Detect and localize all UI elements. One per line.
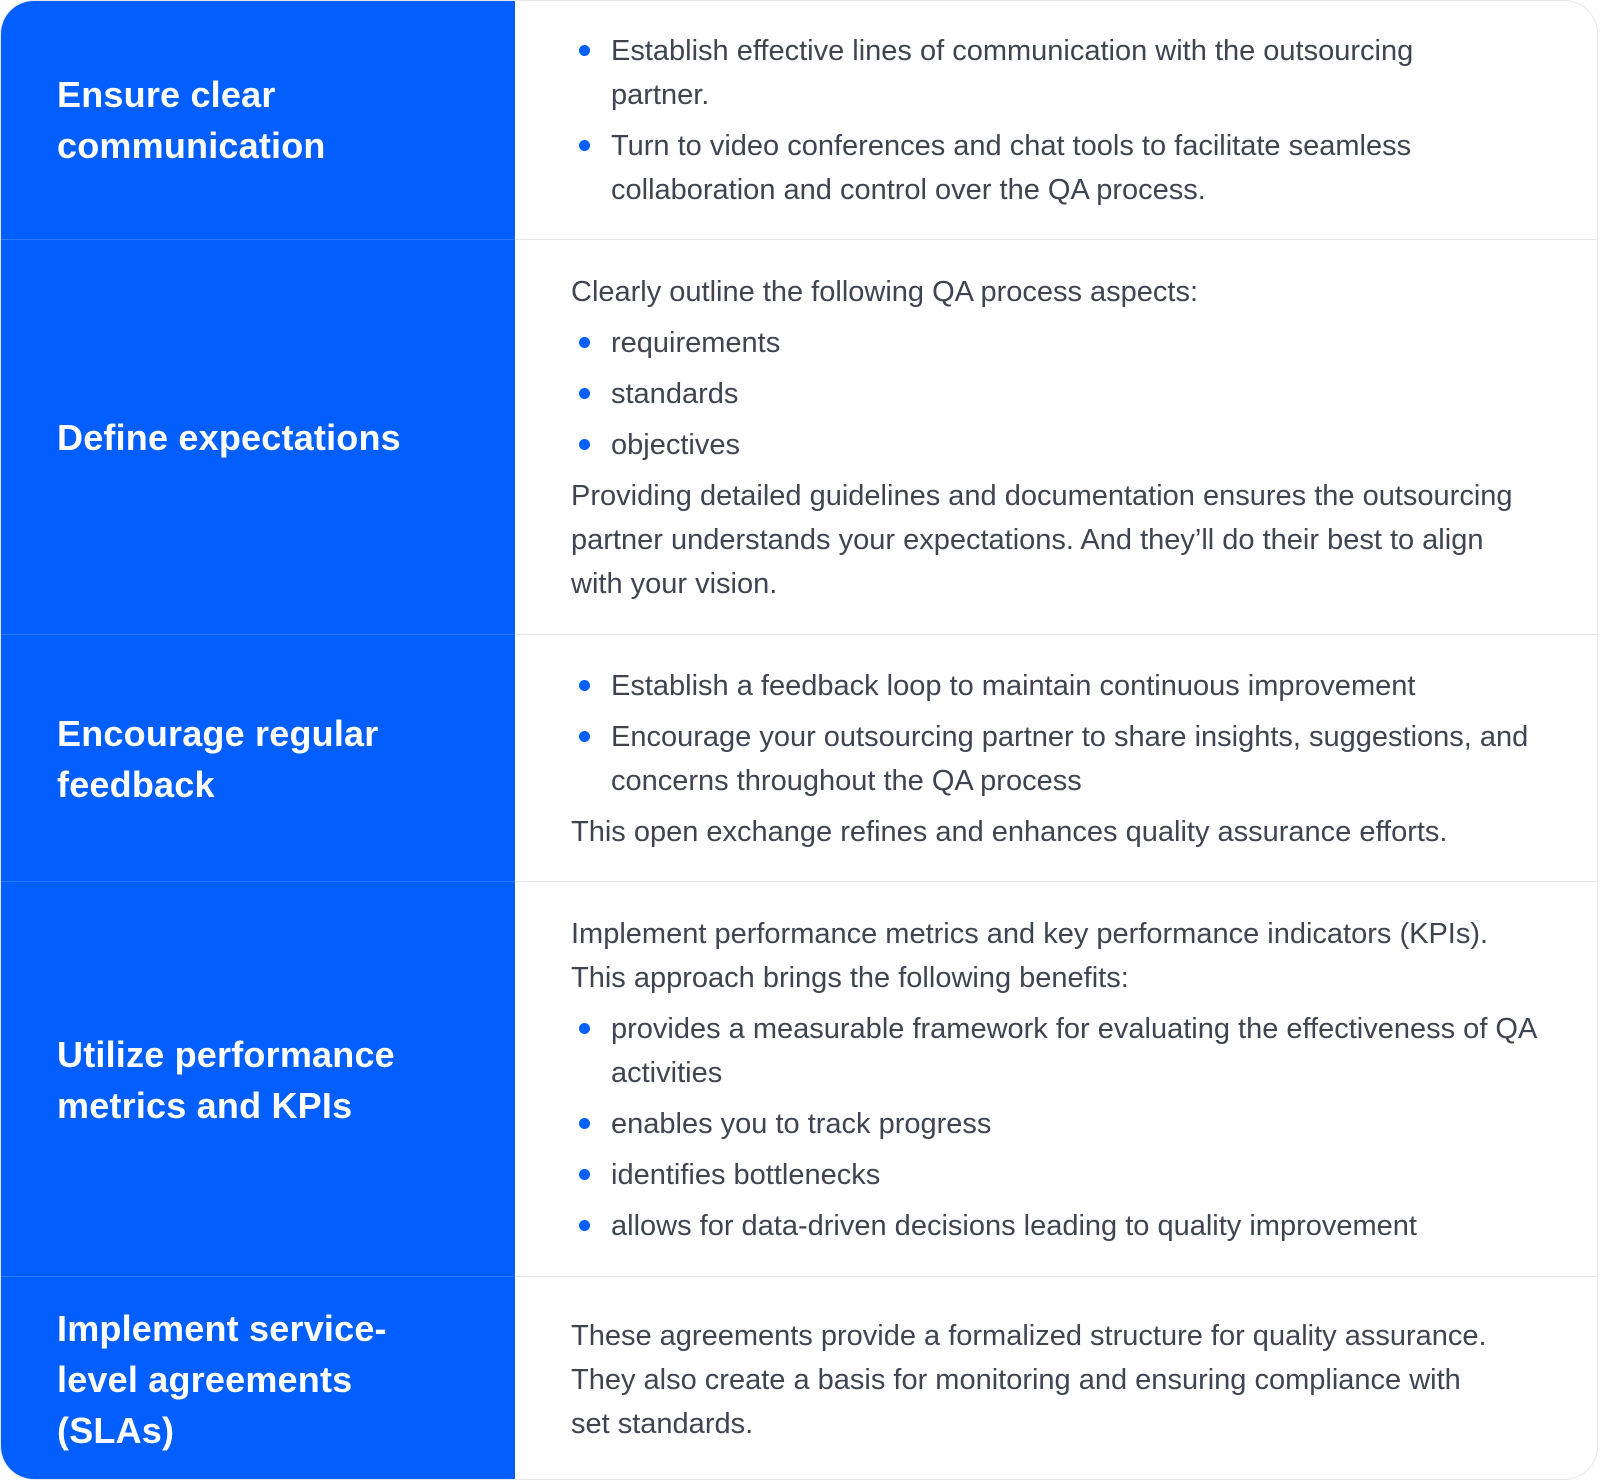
list-item-text: identifies bottlenecks — [611, 1158, 881, 1191]
bullet-list — [571, 664, 1569, 803]
row-content-cell — [515, 240, 1598, 635]
list-item-text: allows for data-driven decisions leading to quality improvement — [611, 1209, 1417, 1242]
row-heading-cell — [1, 881, 515, 1277]
list-item — [571, 1007, 1559, 1095]
list-item — [571, 372, 1559, 416]
bullet-dot-icon — [579, 337, 590, 348]
intro-text: Clearly outline the following QA process aspects: — [571, 275, 1199, 308]
list-item — [571, 321, 1559, 365]
bullet-dot-icon — [579, 45, 590, 56]
list-item — [571, 715, 1569, 803]
bullet-dot-icon — [579, 140, 590, 151]
row-heading-cell — [1, 239, 515, 635]
table-row-feedback — [1, 634, 1598, 882]
bullet-dot-icon — [579, 388, 590, 399]
row-heading: Encourage regular feedback — [57, 712, 379, 805]
list-item-text: requirements — [611, 326, 781, 359]
bullet-dot-icon — [579, 1118, 590, 1129]
list-item — [571, 1102, 1559, 1146]
list-item-text: Establish a feedback loop to maintain continuous improvement — [611, 669, 1416, 702]
outro-text: Providing detailed guidelines and documentation ensures the outsourcing partner understands your expectations. And they’ll do their best to align with your vision. — [571, 479, 1513, 600]
bullet-list — [571, 29, 1559, 212]
list-item-text: Establish effective lines of communication with the outsourcing partner. — [611, 34, 1414, 111]
row-heading: Utilize performance metrics and KPIs — [57, 1033, 395, 1126]
bullet-dot-icon — [579, 731, 590, 742]
intro-text: Implement performance metrics and key performance indicators (KPIs). This approach brings the following benefits: — [571, 917, 1489, 994]
bullet-list — [571, 1007, 1559, 1248]
row-content-cell — [515, 1277, 1598, 1480]
bullet-dot-icon — [579, 680, 590, 691]
bullet-dot-icon — [579, 1023, 590, 1034]
row-heading: Implement service-level agreements (SLAs) — [57, 1308, 387, 1451]
list-item-text: standards — [611, 377, 739, 410]
bullet-dot-icon — [579, 1220, 590, 1231]
row-heading-cell — [1, 634, 515, 882]
row-heading-cell — [1, 1, 515, 239]
table-row-communication — [1, 1, 1598, 239]
bullet-dot-icon — [579, 439, 590, 450]
row-content-cell — [515, 1, 1598, 239]
table-row-slas — [1, 1276, 1598, 1480]
row-content-cell — [515, 882, 1598, 1277]
list-item-text: objectives — [611, 428, 740, 461]
list-item-text: Encourage your outsourcing partner to share insights, suggestions, and concerns throughout the QA process — [611, 720, 1529, 797]
list-item — [571, 29, 1559, 117]
row-heading: Ensure clear communication — [57, 74, 326, 166]
outro-text: This open exchange refines and enhances quality assurance efforts. — [571, 815, 1448, 848]
row-heading: Define expectations — [57, 417, 401, 458]
intro-text: These agreements provide a formalized structure for quality assurance. They also create a basis for monitoring and ensuring compliance with set standards. — [571, 1319, 1487, 1440]
list-item-text: enables you to track progress — [611, 1107, 992, 1140]
table-row-metrics — [1, 881, 1598, 1277]
list-item — [571, 1204, 1559, 1248]
list-item — [571, 1153, 1559, 1197]
table-row-expectations — [1, 239, 1598, 635]
bullet-dot-icon — [579, 1169, 590, 1180]
row-heading-cell — [1, 1276, 515, 1480]
list-item-text: Turn to video conferences and chat tools to facilitate seamless collaboration and control over the QA process. — [611, 129, 1412, 206]
list-item — [571, 664, 1569, 708]
bullet-list — [571, 321, 1559, 467]
list-item — [571, 124, 1559, 212]
row-content-cell — [515, 635, 1598, 882]
list-item — [571, 423, 1559, 467]
list-item-text: provides a measurable framework for evaluating the effectiveness of QA activities — [611, 1012, 1536, 1089]
